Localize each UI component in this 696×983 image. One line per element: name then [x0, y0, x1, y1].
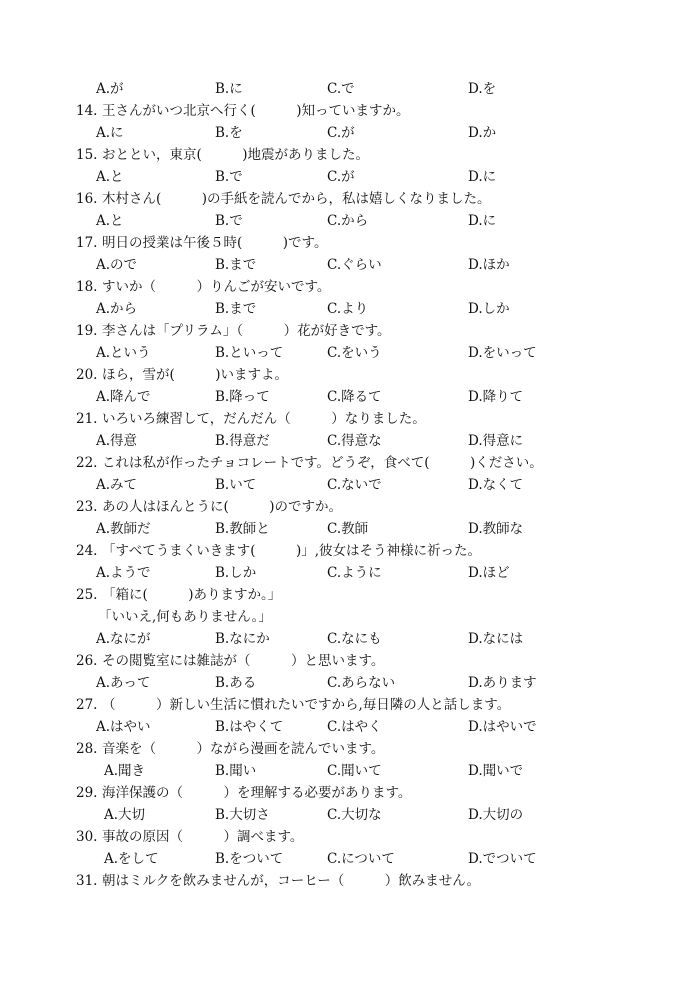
question-29: [76, 782, 676, 804]
question-text: あの人はほんとうに( )のですか。: [102, 499, 343, 515]
option-a: A.得意: [96, 433, 138, 449]
question-18: [76, 276, 676, 298]
options-row-27: [76, 716, 676, 738]
question-number: 26.: [76, 653, 98, 669]
option-a: A.大切: [104, 807, 146, 823]
option-a: A.教師だ: [96, 521, 151, 537]
option-b: B.しか: [215, 565, 257, 581]
question-28: [76, 738, 676, 760]
question-31: [76, 870, 676, 892]
options-row-19: [76, 342, 676, 364]
option-d: D.をいって: [468, 345, 537, 361]
question-text: 「すべてうまくいきます( )」,彼女はそう神様に祈った。: [102, 543, 482, 559]
option-b: B.はやくて: [215, 719, 284, 735]
option-d: D.しか: [468, 301, 510, 317]
question-26: [76, 650, 676, 672]
question-text: 朝はミルクを飲みませんが，コーヒー（ ）飲みません。: [102, 873, 480, 889]
option-a: A.降んで: [96, 389, 151, 405]
option-c: C.ないで: [327, 477, 382, 493]
option-d: D.なくて: [468, 477, 524, 493]
options-row-25: [76, 628, 676, 650]
question-number: 17.: [76, 235, 98, 251]
question-23: [76, 496, 676, 518]
question-number: 30.: [76, 829, 98, 845]
option-b: B.で: [215, 169, 243, 185]
question-15: [76, 144, 676, 166]
question-number: 19.: [76, 323, 98, 339]
option-d: D.ほか: [468, 257, 510, 273]
question-text: これは私が作ったチョコレートです。どうぞ，食べて( )ください。: [102, 455, 543, 471]
option-d: D.を: [468, 81, 497, 97]
question-text: 明日の授業は午後５時( )です。: [102, 235, 328, 251]
question-text: 「箱に( )ありますか。」: [102, 587, 282, 603]
question-20: [76, 364, 676, 386]
question-number: 25.: [76, 587, 98, 603]
question-25: [76, 584, 676, 606]
option-b: B.教師と: [215, 521, 270, 537]
question-17: [76, 232, 676, 254]
question-number: 16.: [76, 191, 98, 207]
option-b: B.聞い: [215, 763, 257, 779]
question-text: 海洋保護の（ ）を理解する必要があります。: [102, 785, 412, 801]
option-d: D.得意に: [468, 433, 524, 449]
option-d: D.はやいで: [468, 719, 537, 735]
option-a: A.ので: [96, 257, 138, 273]
option-d: D.教師な: [468, 521, 524, 537]
question-number: 24.: [76, 543, 98, 559]
options-row-26: [76, 672, 676, 694]
options-row-29: [76, 804, 676, 826]
option-c: C.から: [327, 213, 369, 229]
options-row-22: [76, 474, 676, 496]
option-c: C.降るて: [327, 389, 382, 405]
option-a: A.聞き: [104, 763, 146, 779]
option-c: C.なにも: [327, 631, 382, 647]
option-a: A.に: [96, 125, 124, 141]
option-c: C.ように: [327, 565, 382, 581]
option-a: A.はやい: [96, 719, 151, 735]
option-b: B.を: [215, 125, 243, 141]
option-d: D.ほど: [468, 565, 510, 581]
option-a: A.と: [96, 169, 124, 185]
question-text: （ ）新しい生活に慣れたいですから,毎日隣の人と話します。: [102, 697, 511, 713]
option-c: C.で: [327, 81, 355, 97]
option-b: B.まで: [215, 301, 257, 317]
option-b: B.まで: [215, 257, 257, 273]
option-c: C.が: [327, 125, 355, 141]
option-d: D.に: [468, 169, 497, 185]
option-c: C.大切な: [327, 807, 382, 823]
question-30: [76, 826, 676, 848]
option-c: C.はやく: [327, 719, 382, 735]
question-number: 20.: [76, 367, 98, 383]
option-c: C.が: [327, 169, 355, 185]
option-d: D.なには: [468, 631, 524, 647]
question-text: 音楽を（ ）ながら漫画を読んでいます。: [102, 741, 385, 757]
option-b: B.をついて: [215, 851, 284, 867]
question-number: 21.: [76, 411, 98, 427]
option-b: B.なにか: [215, 631, 270, 647]
question-text: すいか（ ）りんごが安いです。: [102, 279, 331, 295]
option-b: B.といって: [215, 345, 284, 361]
option-d: D.降りて: [468, 389, 524, 405]
option-d: D.聞いで: [468, 763, 524, 779]
question-number: 29.: [76, 785, 98, 801]
options-row-30: [76, 848, 676, 870]
options-row-16: [76, 210, 676, 232]
option-d: D.か: [468, 125, 497, 141]
option-a: A.なにが: [96, 631, 151, 647]
option-b: B.ある: [215, 675, 257, 691]
question-text: いろいろ練習して，だんだん（ ）なりました。: [102, 411, 426, 427]
option-a: A.あって: [96, 675, 151, 691]
option-c: C.について: [327, 851, 395, 867]
option-b: B.で: [215, 213, 243, 229]
options-row-14: [76, 122, 676, 144]
options-row-23: [76, 518, 676, 540]
option-c: C.得意な: [327, 433, 382, 449]
option-d: D.あります: [468, 675, 537, 691]
option-d: D.に: [468, 213, 497, 229]
question-text: おととい，東京( )地震がありました。: [102, 147, 370, 163]
question-27: [76, 694, 676, 716]
options-row-24: [76, 562, 676, 584]
options-row-17: [76, 254, 676, 276]
question-24: [76, 540, 676, 562]
option-b: B.に: [215, 81, 243, 97]
option-b: B.降って: [215, 389, 270, 405]
question-25-line-2: [76, 606, 676, 628]
option-d: D.大切の: [468, 807, 524, 823]
option-c: C.教師: [327, 521, 369, 537]
options-row-13: [76, 78, 676, 100]
question-list: [76, 78, 676, 892]
option-b: B.大切さ: [215, 807, 270, 823]
question-text-continued: 「いいえ,何もありません。」: [98, 609, 272, 625]
question-text: その閲覧室には雑誌が（ ）と思います。: [102, 653, 385, 669]
question-number: 31.: [76, 873, 98, 889]
option-a: A.から: [96, 301, 138, 317]
option-a: A.をして: [104, 851, 159, 867]
options-row-28: [76, 760, 676, 782]
question-text: 木村さん( )の手紙を読んでから，私は嬉しくなりました。: [102, 191, 491, 207]
option-b: B.得意だ: [215, 433, 270, 449]
options-row-20: [76, 386, 676, 408]
question-21: [76, 408, 676, 430]
question-number: 18.: [76, 279, 98, 295]
question-number: 14.: [76, 103, 98, 119]
option-c: C.ぐらい: [327, 257, 382, 273]
option-a: A.と: [96, 213, 124, 229]
option-a: A.みて: [96, 477, 138, 493]
option-d: D.でついて: [468, 851, 537, 867]
question-number: 27.: [76, 697, 98, 713]
options-row-15: [76, 166, 676, 188]
option-a: A.ようで: [96, 565, 151, 581]
option-c: C.あらない: [327, 675, 396, 691]
question-19: [76, 320, 676, 342]
question-16: [76, 188, 676, 210]
question-22: [76, 452, 676, 474]
question-number: 22.: [76, 455, 98, 471]
option-c: C.をいう: [327, 345, 382, 361]
options-row-18: [76, 298, 676, 320]
question-text: 王さんがいつ北京へ行く( )知っていますか。: [102, 103, 410, 119]
question-text: ほら，雪が( )いますよ。: [102, 367, 289, 383]
option-c: C.聞いて: [327, 763, 382, 779]
question-text: 事故の原因（ ）調べます。: [102, 829, 304, 845]
question-number: 15.: [76, 147, 98, 163]
question-14: [76, 100, 676, 122]
option-c: C.より: [327, 301, 369, 317]
option-a: A.が: [96, 81, 124, 97]
question-number: 28.: [76, 741, 98, 757]
question-number: 23.: [76, 499, 98, 515]
option-a: A.という: [96, 345, 151, 361]
options-row-21: [76, 430, 676, 452]
option-b: B.いて: [215, 477, 257, 493]
question-text: 李さんは「プリラム」（ ）花が好きです。: [102, 323, 391, 339]
